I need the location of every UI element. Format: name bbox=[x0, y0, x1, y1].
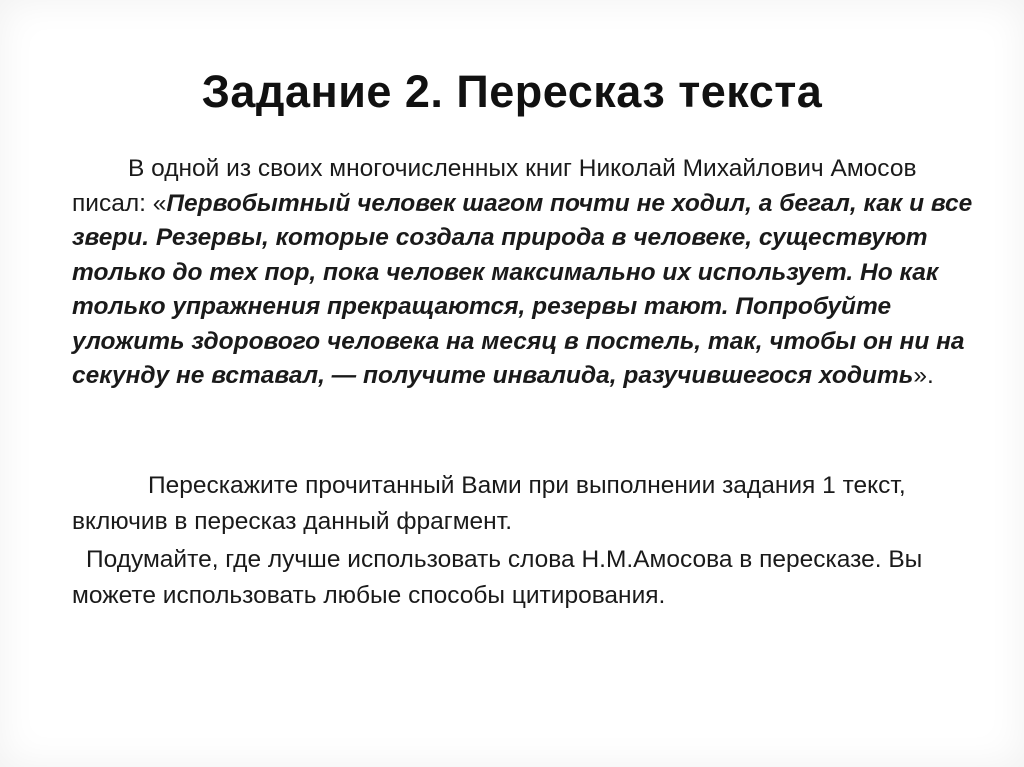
slide-title: Задание 2. Пересказ текста bbox=[201, 66, 823, 117]
quote-close-mark: ». bbox=[913, 362, 934, 389]
task-text-1: Перескажите прочитанный Вами при выполнении задания 1 текст, включив в пересказ данный фрагмент. bbox=[72, 472, 906, 535]
quote-open-mark: « bbox=[152, 189, 167, 217]
quote-intro: В одной из своих многочисленных книг Николай Михайлович Амосов писал: bbox=[72, 155, 917, 217]
amosov-quote: Первобытный человек шагом почти не ходил, а бегал, как и все звери. Резервы, которые создала природа в человеке, существуют только до тех пор, пока человек максимально их использует. Но как только упражнения прекращаются, резервы тают. Попробуйте уложить здорового человека на месяц в постель, так, чтобы он ни на секунду не вставал, — получите инвалида, разучившегося ходить bbox=[72, 189, 973, 389]
task-paragraph-2 bbox=[72, 542, 977, 614]
quote-paragraph bbox=[72, 152, 977, 394]
task-paragraph-1 bbox=[72, 468, 977, 540]
task-text-2: Подумайте, где лучше использовать слова Н.М.Амосова в пересказе. Вы можете использовать любые способы цитирования. bbox=[72, 546, 923, 609]
